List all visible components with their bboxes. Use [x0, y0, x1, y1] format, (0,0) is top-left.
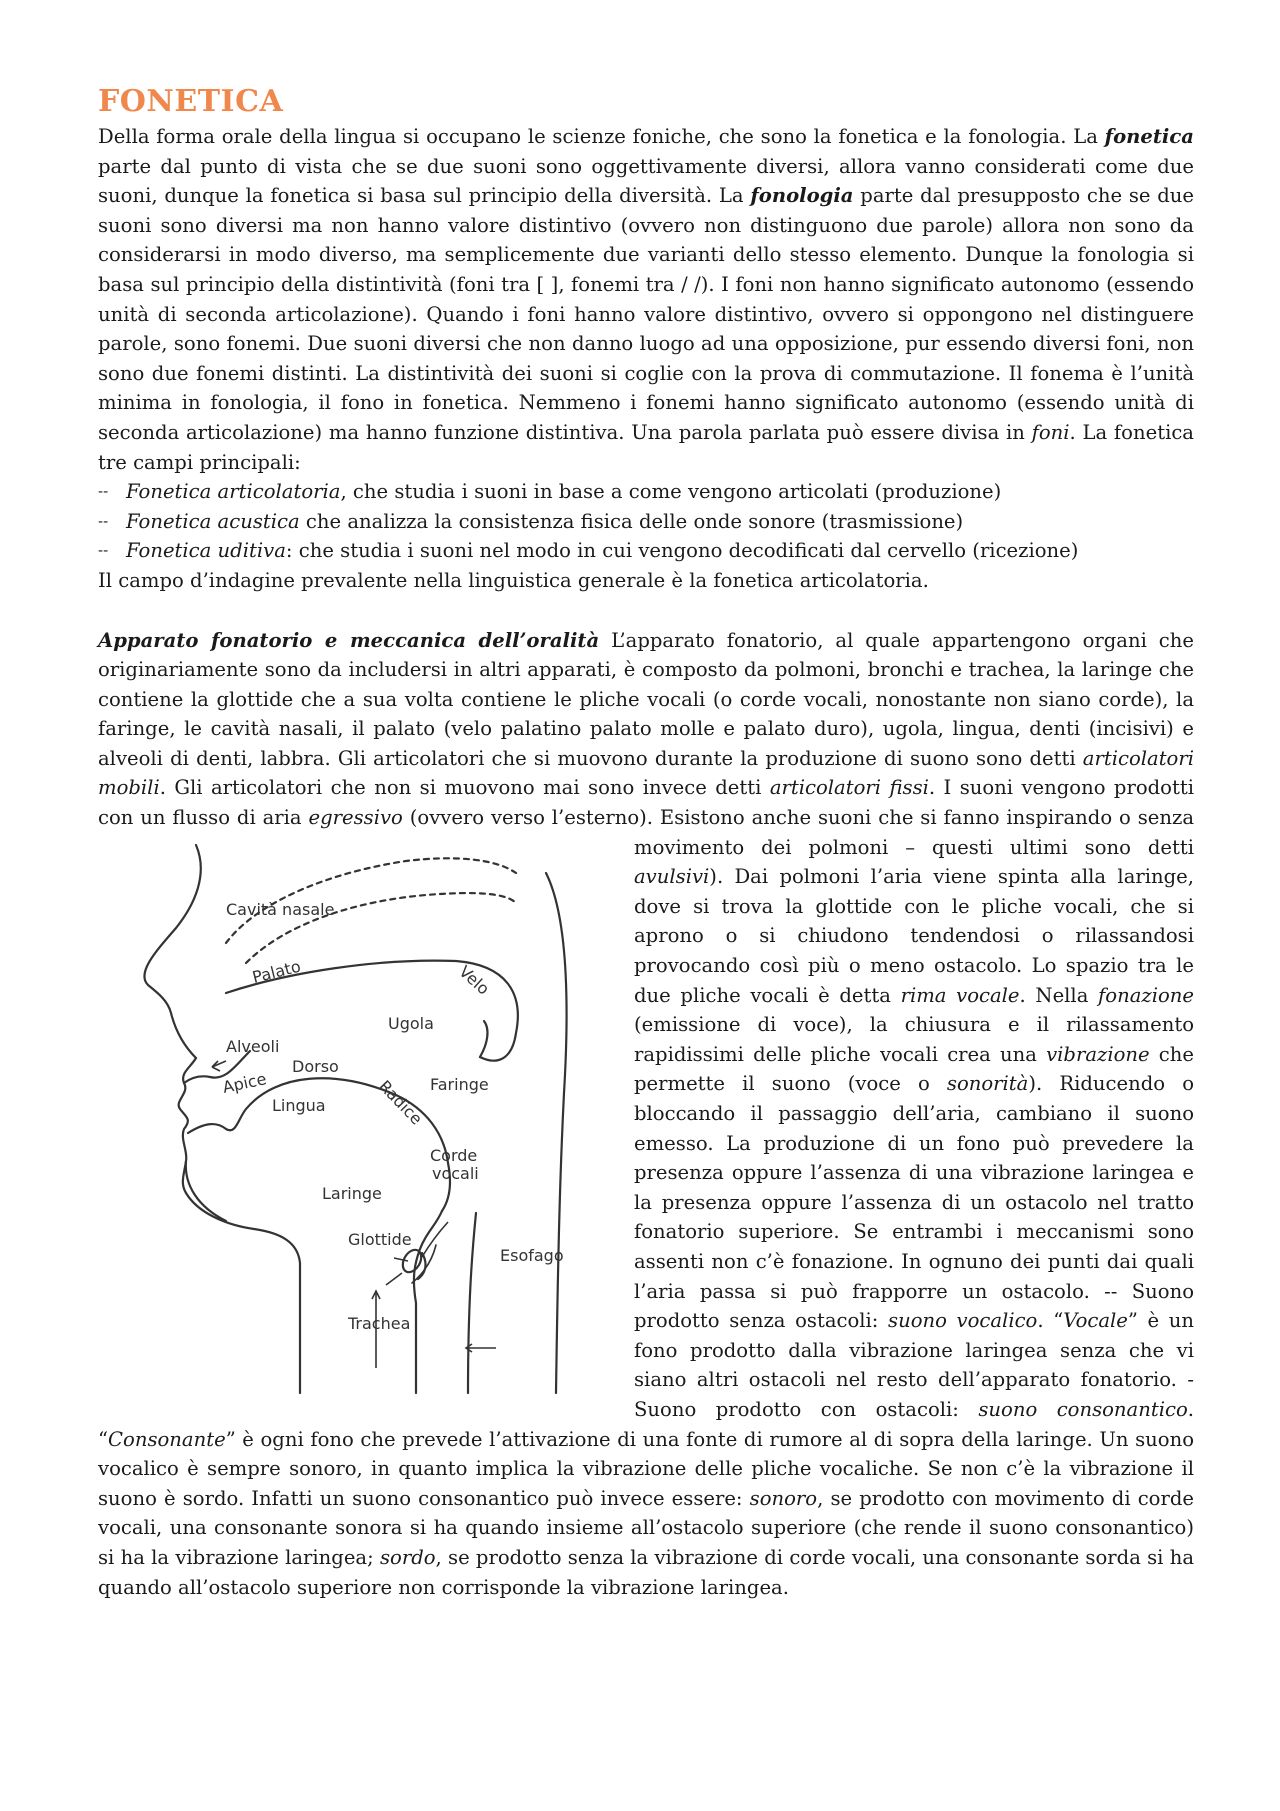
dash-bullet: -- [98, 541, 109, 560]
dash-bullet: -- [98, 511, 109, 530]
list-item: -- Fonetica acustica che analizza la consistenza fisica delle onde sonore (trasmissione) [98, 507, 1194, 537]
section-heading: Apparato fonatorio e meccanica dell’oralità [98, 628, 600, 652]
label-faringe: Faringe [430, 1074, 489, 1094]
section-apparato: Apparato fonatorio e meccanica dell’oralità L’apparato fonatorio, al quale appartengono organi che originariamente sono da includersi in altri apparati, è composto da polmoni, bronchi e trachea, la laringe che contiene la glottide che a sua volta contiene le pliche vocali (o corde vocali, nonostante non siano corde), la faringe, le cavità nasali, il palato (velo palatino palato molle e palato duro), ugola, lingua, denti (incisivi) e alveoli di denti, labbra. Gli articolatori che si muovono durante la produzione di suono sono detti articolatori mobili. Gli articolatori che non si muovono mai sono invece detti articolatori fissi. I suoni vengono prodotti con un flusso di aria egressivo (ovvero verso l’esterno). Esistono anche suoni che si fanno inspirando o senza movimento dei polmoni – questi ultimi sono detti Cavità nasale Palato Velo Ugola Alveoli Dorso Apice Radice Faringe Lingua Corde vocali Laringe Glottide Esofago Trachea avulsivi). Dai polmoni l’aria viene spinta alla laringe, dove si trova la glottide con le pliche vocali, che si aprono o si chiudono tendendosi o rilassandosi provocando così più o meno ostacolo. Lo spazio tra le due pliche vocali è detta rima vocale. Nella fonazione (emissione di voce), la chiusura e il rilassamento rapidissimi delle pliche vocali crea una vibrazione che permette il suono (voce o sonorità). Riducendo o bloccando il passaggio dell’aria, cambiano il suono emesso. La produzione di un fono può prevedere la presenza oppure l’assenza di una vibrazione laringea e la presenza oppure l’assenza di un ostacolo nel tratto fonatorio superiore. Se entrambi i meccanismi sono assenti non c’è fonazione. In ognuno dei punti dai quali l’aria passa si può frapporre un ostacolo. -- Suono prodotto senza ostacoli: suono vocalico. “Vocale” è un fono prodotto dalla vibrazione laringea senza che vi siano altri ostacoli nel resto dell’apparato fonatorio. - Suono prodotto con ostacoli: suono consonantico. “Consonante” è ogni fono che prevede l’attivazione di una fonte di rumore al di sopra della laringe. Un suono vocalico è sempre sonoro, in quanto implica la vibrazione delle pliche vocaliche. Se non c’è la vibrazione il suono è sordo. Infatti un suono consonantico può invece essere: sonoro, se prodotto con movimento di corde vocali, una consonante sonora si ha quando insieme all’ostacolo superiore (che rende il suono consonantico) si ha la vibrazione laringea; sordo, se prodotto senza la vibrazione di corde vocali, una consonante sorda si ha quando all’ostacolo superiore non corrisponde la vibrazione laringea. [98, 626, 1194, 1603]
label-radice: Radice [375, 1076, 427, 1129]
term-foni: foni [1031, 420, 1070, 444]
vocal-tract-figure [76, 833, 622, 1404]
term-fonologia: fonologia [750, 184, 854, 208]
label-trachea: Trachea [348, 1313, 411, 1333]
label-lingua: Lingua [272, 1095, 326, 1115]
list-item: -- Fonetica uditiva: che studia i suoni nel modo in cui vengono decodificati dal cervello (ricezione) [98, 536, 1194, 566]
list-item: -- Fonetica articolatoria, che studia i suoni in base a come vengono articolati (produzione) [98, 477, 1194, 507]
label-apice: Apice [220, 1068, 269, 1097]
label-velo: Velo [455, 961, 494, 999]
label-esofago: Esofago [500, 1245, 564, 1265]
dash-bullet: -- [98, 482, 109, 501]
page-title: FONETICA [98, 84, 284, 119]
document-page [98, 82, 1194, 1602]
label-dorso: Dorso [292, 1056, 339, 1076]
label-palato: Palato [250, 956, 303, 987]
label-glottide: Glottide [348, 1229, 412, 1249]
label-alveoli: Alveoli [226, 1036, 280, 1056]
label-cavita-nasale: Cavità nasale [226, 899, 335, 919]
vocal-tract-diagram [76, 833, 622, 1404]
label-laringe: Laringe [322, 1183, 382, 1203]
label-corde: Corde [430, 1145, 478, 1165]
fields-list [98, 477, 1194, 566]
term-fonetica: fonetica [1104, 125, 1194, 148]
label-ugola: Ugola [388, 1013, 434, 1033]
closing-sentence: Il campo d’indagine prevalente nella linguistica generale è la fonetica articolatoria. [98, 568, 929, 592]
intro-paragraph: Della forma orale della lingua si occupano le scienze foniche, che sono la fonetica e la fonologia. La fonetica parte dal punto di vista che se due suoni sono oggettivamente diversi, allora vanno considerati come due suoni, dunque la fonetica si basa sul principio della diversità. La fonologia parte dal presupposto che se due suoni sono diversi ma non hanno valore distintivo (ovvero non distinguono due parole) allora non sono da considerarsi in modo diverso, ma semplicemente due varianti dello stesso elemento. Dunque la fonologia si basa sul principio della distintività (foni tra [ ], fonemi tra / /). I foni non hanno significato autonomo (essendo unità di seconda articolazione). Quando i foni hanno valore distintivo, ovvero si oppongono nel distinguere parole, sono fonemi. Due suoni diversi che non danno luogo ad una opposizione, pur essendo diversi foni, non sono due fonemi distinti. La distintività dei suoni si coglie con la prova di commutazione. Il fonema è l’unità minima in fonologia, il fono in fonetica. Nemmeno i fonemi hanno significato autonomo (essendo unità di seconda articolazione) ma hanno funzione distintiva. Una parola parlata può essere divisa in foni. La fonetica tre campi principali: [98, 125, 1195, 474]
label-vocali: vocali [432, 1163, 479, 1183]
